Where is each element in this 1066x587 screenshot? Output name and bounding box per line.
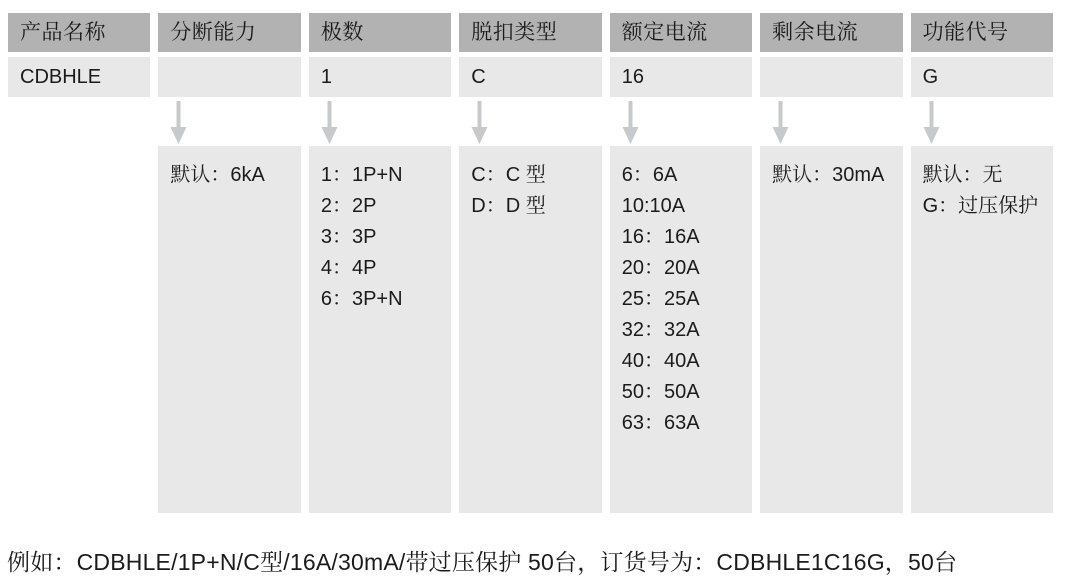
arrow-zone	[911, 97, 1053, 146]
down-arrow-icon	[471, 101, 488, 145]
value-poles: 1	[309, 57, 451, 97]
option-item: 32：32A	[621, 319, 700, 341]
option-item: D：D 型	[471, 195, 546, 217]
header-rated-current: 额定电流	[610, 13, 752, 52]
header-residual-current: 剩余电流	[760, 13, 902, 52]
option-item: 20：20A	[621, 257, 700, 279]
options-breaking-capacity	[158, 146, 300, 513]
value-breaking-capacity	[158, 57, 300, 97]
arrow-zone	[158, 97, 300, 146]
arrow-zone	[610, 97, 752, 146]
option-item: 6：6A	[621, 164, 678, 186]
option-item: 1：1P+N	[320, 164, 403, 186]
value-function-code: G	[911, 57, 1053, 97]
option-item: 3：3P	[320, 226, 377, 248]
options-trip-type	[459, 146, 601, 513]
value-residual-current	[760, 57, 902, 97]
column-poles	[309, 13, 451, 513]
header-function-code: 功能代号	[911, 13, 1053, 52]
options-poles	[309, 146, 451, 513]
column-trip-type	[459, 13, 601, 513]
option-item: C：C 型	[471, 164, 546, 186]
down-arrow-icon	[923, 101, 940, 145]
arrow-zone	[459, 97, 601, 146]
header-poles: 极数	[309, 13, 451, 52]
value-product-name: CDBHLE	[8, 57, 150, 97]
option-item: 默认：无	[922, 164, 1003, 186]
down-arrow-icon	[622, 101, 639, 145]
column-rated-current	[610, 13, 752, 513]
option-item: 10:10A	[621, 195, 686, 217]
header-breaking-capacity: 分断能力	[158, 13, 300, 52]
column-product-name	[8, 13, 150, 513]
option-item: 6：3P+N	[320, 288, 403, 310]
option-item: 2：2P	[320, 195, 377, 217]
down-arrow-icon	[772, 101, 789, 145]
option-item: 25：25A	[621, 288, 700, 310]
ordering-code-diagram	[8, 13, 1053, 513]
column-function-code	[911, 13, 1053, 513]
option-item: 4：4P	[320, 257, 377, 279]
options-residual-current	[760, 146, 902, 513]
column-residual-current	[760, 13, 902, 513]
option-item: 默认：6kA	[170, 164, 265, 186]
option-item: 50：50A	[621, 381, 700, 403]
down-arrow-icon	[321, 101, 338, 145]
option-item: 默认：30mA	[772, 164, 885, 186]
arrow-zone	[8, 97, 150, 146]
header-product-name: 产品名称	[8, 13, 150, 52]
arrow-zone	[309, 97, 451, 146]
value-rated-current: 16	[610, 57, 752, 97]
options-rated-current	[610, 146, 752, 513]
option-item: 16：16A	[621, 226, 700, 248]
header-trip-type: 脱扣类型	[459, 13, 601, 52]
arrow-zone	[760, 97, 902, 146]
value-trip-type: C	[459, 57, 601, 97]
ordering-example-note: 例如：CDBHLE/1P+N/C型/16A/30mA/带过压保护 50台，订货号为：CDBHLE1C16G，50台	[7, 549, 958, 575]
option-item: 63：63A	[621, 412, 700, 434]
option-item: 40：40A	[621, 350, 700, 372]
down-arrow-icon	[170, 101, 187, 145]
options-product-name	[8, 146, 150, 513]
column-breaking-capacity	[158, 13, 300, 513]
option-item: G：过压保护	[922, 195, 1039, 217]
options-function-code	[911, 146, 1053, 513]
